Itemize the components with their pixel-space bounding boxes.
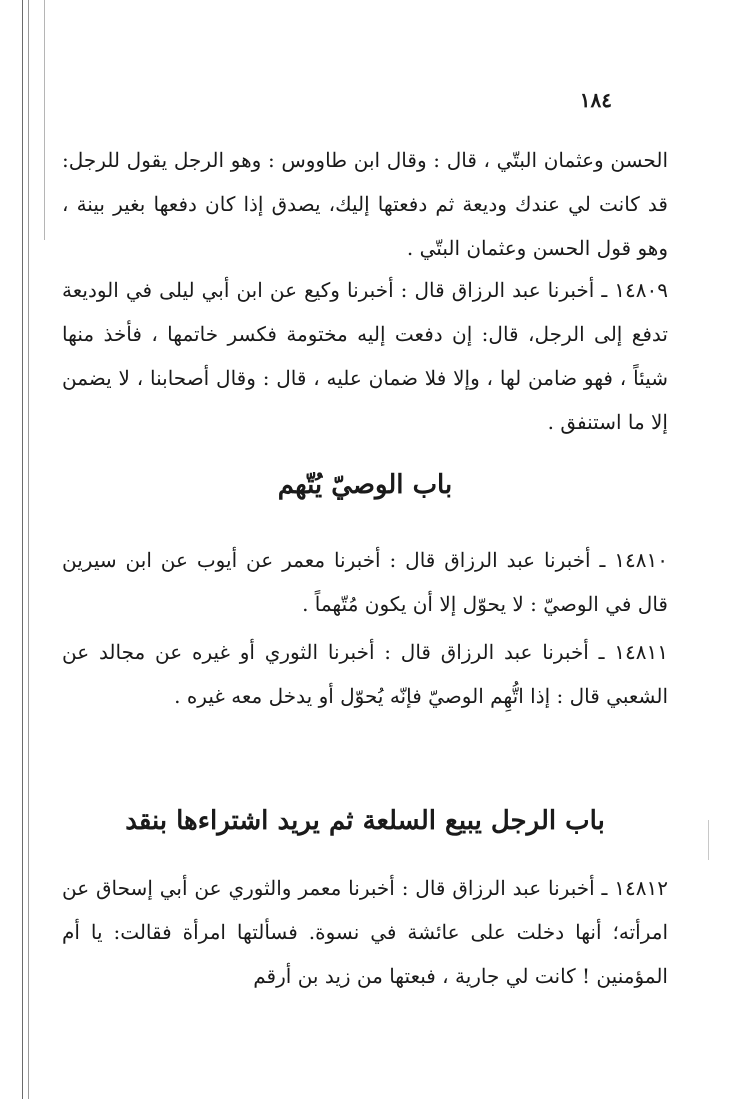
chapter-heading-sale-repurchase: باب الرجل يبيع السلعة ثم يريد اشتراءها بنقد: [125, 806, 605, 836]
chapter-heading-guardian-accused: باب الوصيّ يُتّهم: [277, 470, 453, 500]
paragraph-hadith-14810: ١٤٨١٠ ـ أخبرنا عبد الرزاق قال : أخبرنا معمر عن أيوب عن ابن سيرين قال في الوصيّ : لا يحوّل إلا أن يكون مُتّهماً .: [62, 548, 668, 616]
paragraph-continuation: الحسن وعثمان البتّي ، قال : وقال ابن طاووس : وهو الرجل يقول للرجل: قد كانت لي عندك وديعة ثم دفعتها إليك، يصدق إذا كان دفعها بغير بينة ، وهو قول الحسن وعثمان البتّي .: [62, 148, 668, 260]
binding-edge-line: [28, 0, 29, 1099]
binding-edge-line: [44, 0, 45, 240]
page-number: ١٨٤: [579, 88, 612, 112]
paragraph-hadith-14812: ١٤٨١٢ ـ أخبرنا عبد الرزاق قال : أخبرنا معمر والثوري عن أبي إسحاق عن امرأته؛ أنها دخلت على عائشة في نسوة. فسألتها امرأة فقالت: يا أم المؤمنين ! كانت لي جارية ، فبعتها من زيد بن أرقم: [62, 876, 668, 988]
scan-mark: [708, 820, 709, 860]
paragraph-hadith-14811: ١٤٨١١ ـ أخبرنا عبد الرزاق قال : أخبرنا الثوري أو غيره عن مجالد عن الشعبي قال : إذا اتُّهِم الوصيّ فإنّه يُحوّل أو يدخل معه غيره .: [62, 640, 668, 708]
paragraph-hadith-14809: ١٤٨٠٩ ـ أخبرنا عبد الرزاق قال : أخبرنا وكيع عن ابن أبي ليلى في الوديعة تدفع إلى الرجل، قال: إن دفعت إليه مختومة فكسر خاتمها ، فأخذ منها شيئاً ، فهو ضامن لها ، وإلا فلا ضمان عليه ، قال : وقال أصحابنا ، لا يضمن إلا ما استنفق .: [62, 278, 668, 434]
binding-edge-line: [22, 0, 23, 1099]
